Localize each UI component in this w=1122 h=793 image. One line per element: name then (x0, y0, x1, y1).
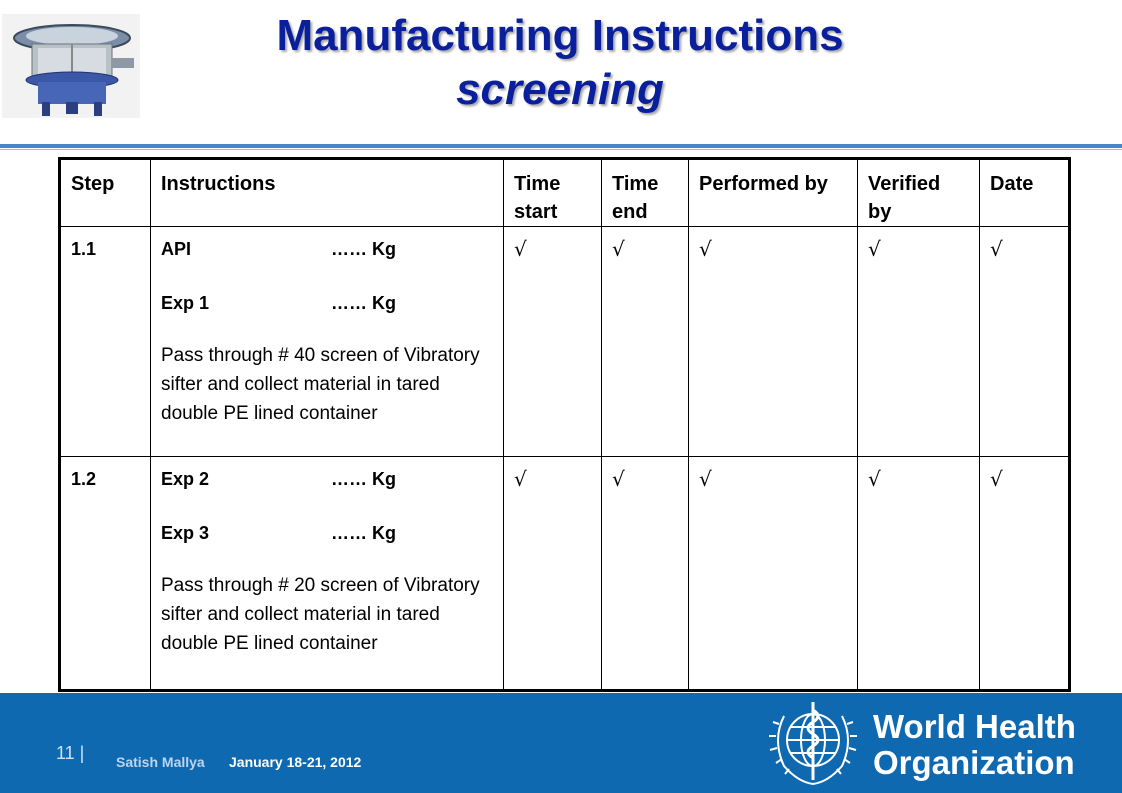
verified-by-check: √ (858, 227, 980, 457)
title-line-1: Manufacturing Instructions (276, 11, 844, 60)
ingredient-qty: …… Kg (331, 523, 396, 543)
instructions-cell (151, 457, 504, 691)
header-time-end: Time end (602, 159, 689, 227)
step-number: 1.2 (60, 457, 151, 691)
time-start-check: √ (504, 457, 602, 691)
slide-title (150, 8, 970, 116)
time-end-check: √ (602, 227, 689, 457)
page-number: 11 | (56, 743, 85, 763)
title-divider (0, 144, 1122, 148)
time-end-check: √ (602, 457, 689, 691)
vibratory-sifter-image (2, 14, 140, 118)
header-date: Date (980, 159, 1070, 227)
date-check: √ (980, 457, 1070, 691)
instructions-cell (151, 227, 504, 457)
date-check: √ (980, 227, 1070, 457)
verified-by-check: √ (858, 457, 980, 691)
instruction-text: Pass through # 40 screen of Vibratory sifter and collect material in tared double PE lined container (161, 345, 480, 424)
ingredient-name: API (161, 239, 192, 259)
ingredient-qty: …… Kg (331, 469, 396, 489)
ingredient-qty: …… Kg (331, 239, 396, 259)
org-name-line-1: World Health (873, 708, 1076, 745)
presentation-date: January 18-21, 2012 (229, 754, 362, 770)
org-name-line-2: Organization (873, 744, 1075, 781)
ingredient-line (161, 521, 493, 575)
who-wordmark (873, 709, 1076, 781)
ingredient-line (161, 467, 493, 521)
title-line-2: screening (456, 65, 664, 114)
header-time-start: Time start (504, 159, 602, 227)
author-name: Satish Mallya (116, 754, 205, 770)
ingredient-line (161, 237, 493, 291)
title-divider-thin (0, 149, 1122, 150)
performed-by-check: √ (689, 457, 858, 691)
step-number: 1.1 (60, 227, 151, 457)
performed-by-check: √ (689, 227, 858, 457)
ingredient-line (161, 291, 493, 345)
time-start-check: √ (504, 227, 602, 457)
table-row (60, 227, 1070, 457)
header-step: Step (60, 159, 151, 227)
ingredient-name: Exp 2 (161, 469, 210, 489)
instruction-text: Pass through # 20 screen of Vibratory sifter and collect material in tared double PE lined container (161, 575, 480, 654)
ingredient-name: Exp 3 (161, 523, 210, 543)
table-header-row (60, 159, 1070, 227)
manufacturing-instructions-table (58, 157, 1071, 692)
ingredient-name: Exp 1 (161, 293, 210, 313)
table-row (60, 457, 1070, 691)
who-emblem-icon (762, 696, 864, 788)
header-instructions: Instructions (151, 159, 504, 227)
header-performed-by: Performed by (689, 159, 858, 227)
header-verified-by: Verified by (858, 159, 980, 227)
ingredient-qty: …… Kg (331, 293, 396, 313)
